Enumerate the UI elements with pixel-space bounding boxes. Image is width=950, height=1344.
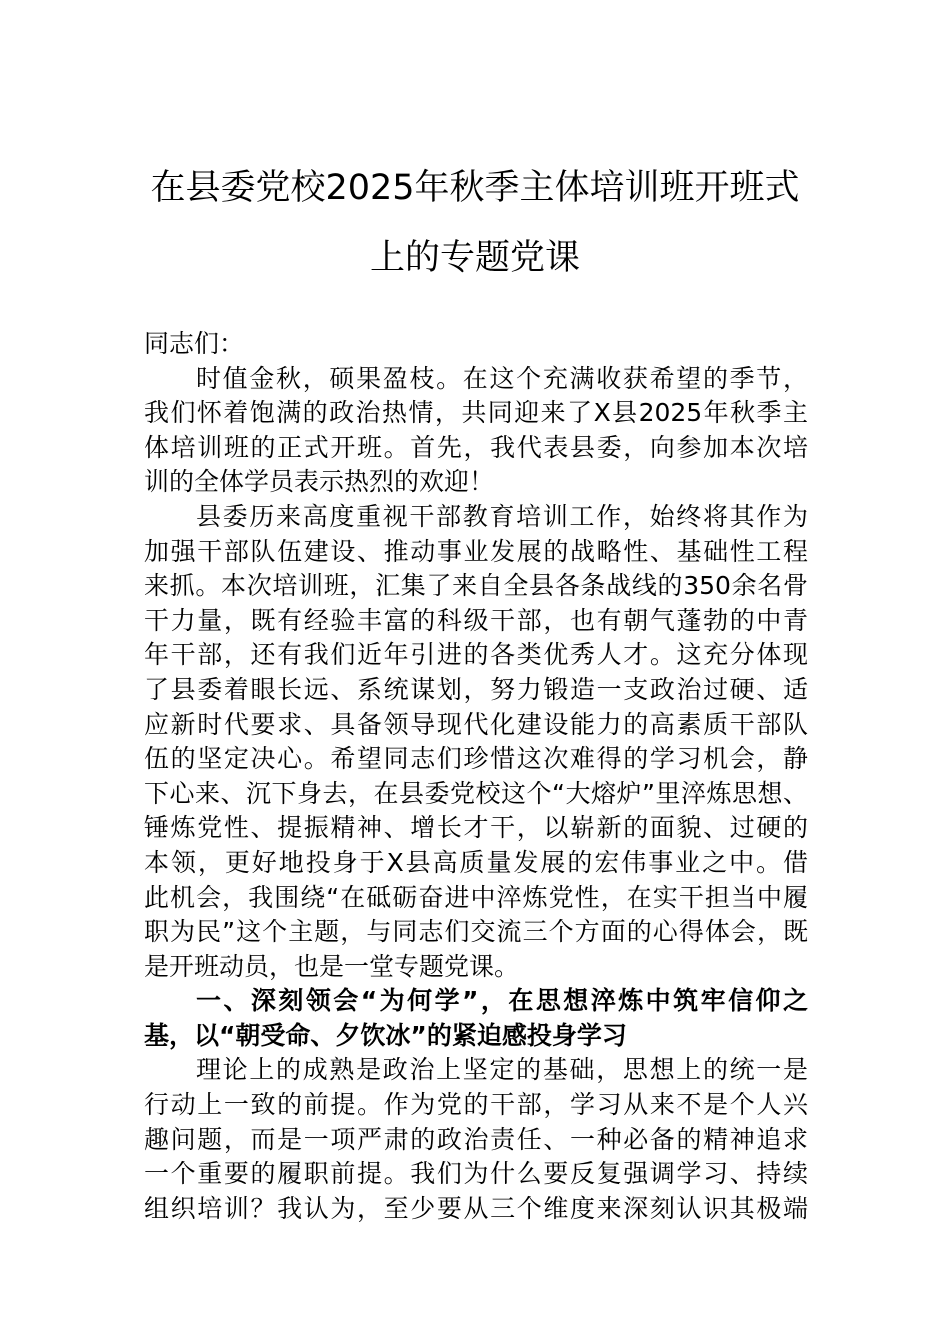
paragraph-1-line: 体培训班的正式开班。首先，我代表县委，向参加本次培 [144,432,808,462]
paragraph-3-line: 理论上的成熟是政治上坚定的基础，思想上的统一是 [196,1055,808,1085]
paragraph-2-line: 锤炼党性、提振精神、增长才干，以崭新的面貌、过硬的 [144,813,808,843]
paragraph-3-line: 趣问题，而是一项严肃的政治责任、一种必备的精神追求 [144,1124,808,1154]
paragraph-2-line: 年干部，还有我们近年引进的各类优秀人才。这充分体现 [144,640,808,670]
paragraph-2-line: 县委历来高度重视干部教育培训工作，始终将其作为 [196,501,808,531]
paragraph-3-line: 一个重要的履职前提。我们为什么要反复强调学习、持续 [144,1159,808,1189]
paragraph-2-line: 此机会，我围绕“在砥砺奋进中淬炼党性，在实干担当中履 [144,882,808,912]
paragraph-2-line: 职为民”这个主题，与同志们交流三个方面的心得体会，既 [144,917,808,947]
paragraph-2-line: 伍的坚定决心。希望同志们珍惜这次难得的学习机会，静 [144,744,808,774]
paragraph-2-line: 来抓。本次培训班，汇集了来自全县各条战线的350余名骨 [144,571,808,601]
paragraph-2-line: 干力量，既有经验丰富的科级干部，也有朝气蓬勃的中青 [144,605,808,635]
document-body [144,327,808,1226]
paragraph-2-line: 下心来、沉下身去，在县委党校这个“大熔炉”里淬炼思想、 [144,778,808,808]
paragraph-1-line: 训的全体学员表示热烈的欢迎！ [144,467,495,497]
paragraph-2-line: 应新时代要求、具备领导现代化建设能力的高素质干部队 [144,709,808,739]
document-title-line-2: 上的专题党课 [369,238,580,278]
paragraph-2-line: 了县委着眼长远、系统谋划，努力锻造一支政治过硬、适 [144,674,808,704]
section-heading-line: 基，以“朝受命、夕饮冰”的紧迫感投身学习 [144,1020,627,1050]
paragraph-2-line: 是开班动员，也是一堂专题党课。 [144,951,520,981]
section-heading-line: 一、深刻领会“为何学”，在思想淬炼中筑牢信仰之 [196,986,808,1016]
salutation: 同志们： [144,329,245,358]
paragraph-3-line: 行动上一致的前提。作为党的干部，学习从来不是个人兴 [144,1090,808,1120]
paragraph-3-line: 组织培训？我认为，至少要从三个维度来深刻认识其极端 [144,1193,808,1223]
document-title-line-1: 在县委党校2025年秋季主体培训班开班式 [150,168,800,208]
paragraph-2-line: 本领，更好地投身于X县高质量发展的宏伟事业之中。借 [144,847,808,877]
paragraph-2-line: 加强干部队伍建设、推动事业发展的战略性、基础性工程 [144,536,808,566]
paragraph-1-line: 我们怀着饱满的政治热情，共同迎来了X县2025年秋季主 [144,398,808,428]
paragraph-1-line: 时值金秋，硕果盈枝。在这个充满收获希望的季节， [196,363,808,393]
